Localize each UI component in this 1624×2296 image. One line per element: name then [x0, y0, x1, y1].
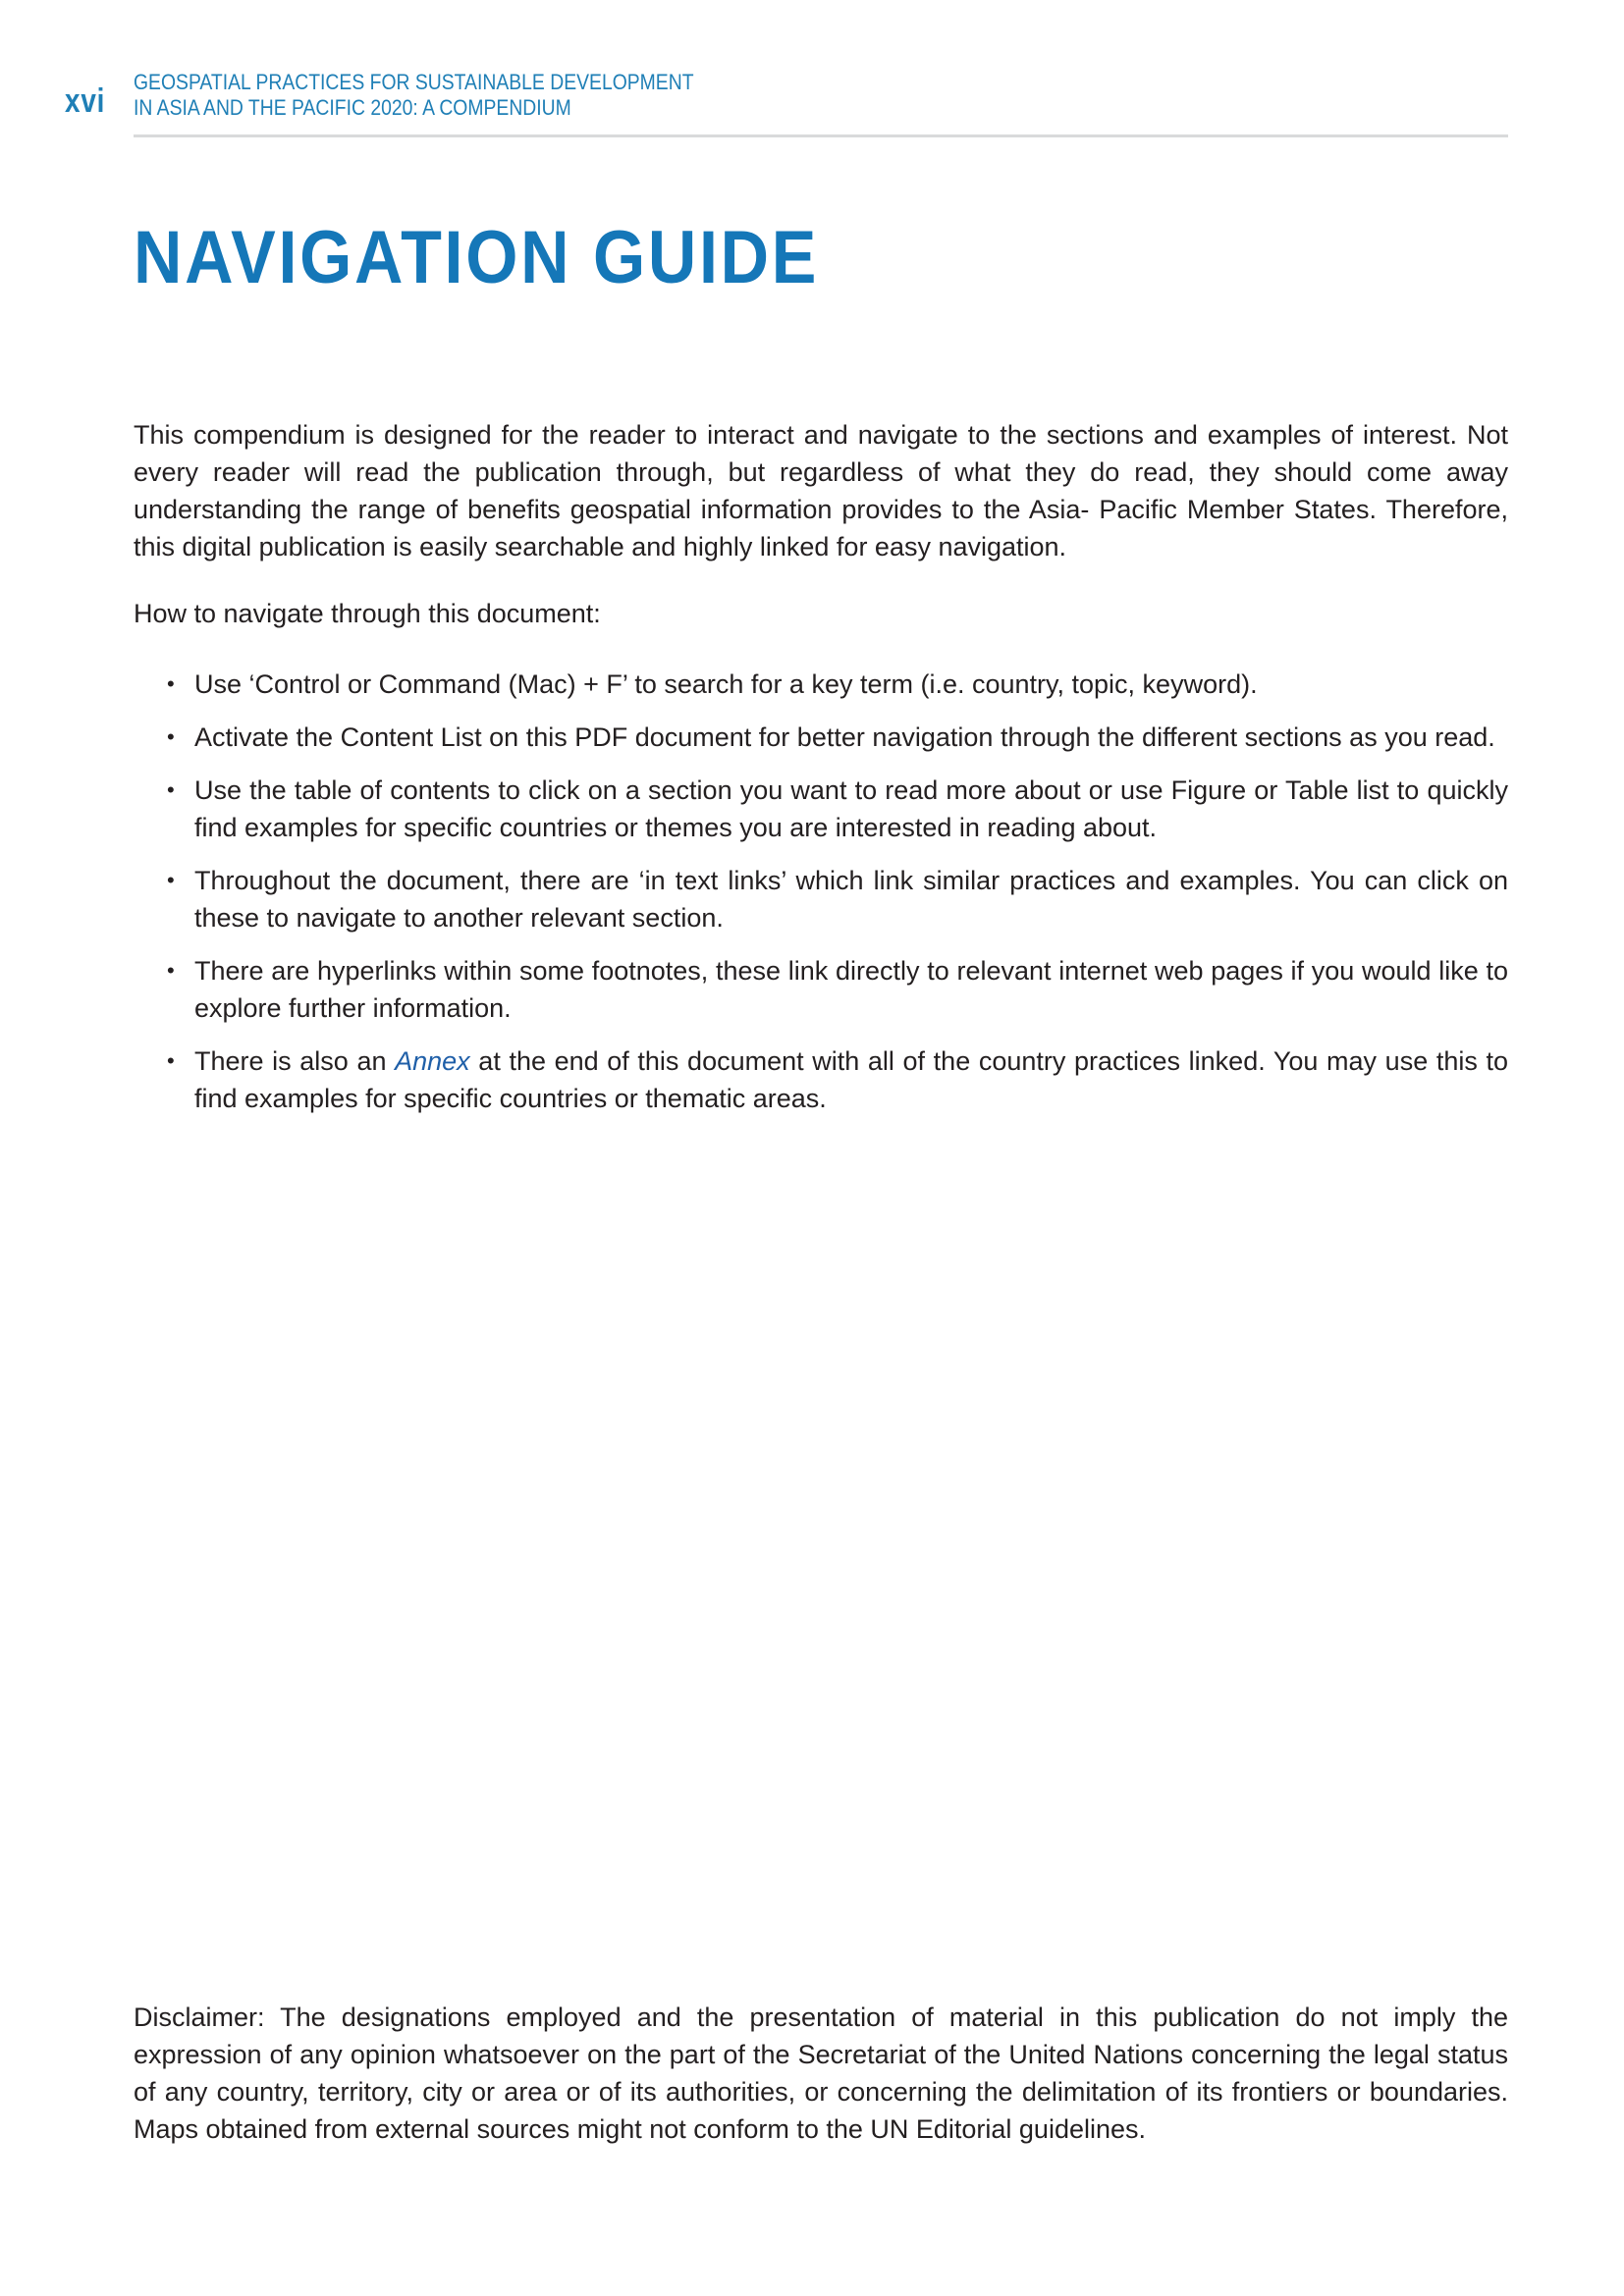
header-divider: [134, 134, 1508, 137]
list-item-text: Activate the Content List on this PDF document for better navigation through the different sections as you read.: [194, 722, 1495, 752]
bullet-icon: •: [167, 1048, 175, 1073]
running-title-line-1: GEOSPATIAL PRACTICES FOR SUSTAINABLE DEVELOPMENT: [134, 70, 694, 94]
annex-text-before: There is also an: [194, 1046, 396, 1076]
list-item: [134, 952, 1508, 1027]
howto-heading: How to navigate through this document:: [134, 599, 601, 628]
bullet-icon: •: [167, 868, 175, 892]
list-item: [134, 772, 1508, 846]
list-item-text: Use ‘Control or Command (Mac) + F’ to search for a key term (i.e. country, topic, keyword).: [194, 669, 1258, 699]
list-item: [134, 719, 1508, 756]
navigation-tips-list: [134, 666, 1508, 1133]
annex-text-after: at the end of this document with all of the country practices linked. You may use this to find examples for specific countries or thematic areas.: [194, 1046, 1508, 1113]
list-item-text: Use the table of contents to click on a section you want to read more about or use Figure or Table list to quickly find examples for specific countries or themes you are interested in reading about.: [194, 775, 1508, 842]
bullet-icon: •: [167, 671, 175, 696]
bullet-icon: •: [167, 724, 175, 749]
running-title-line-2: IN ASIA AND THE PACIFIC 2020: A COMPENDIUM: [134, 95, 571, 120]
page-header: [65, 67, 1508, 137]
bullet-icon: •: [167, 777, 175, 802]
disclaimer-paragraph: Disclaimer: The designations employed and the presentation of material in this publication do not imply the expression of any opinion whatsoever on the part of the Secretariat of the United Nations concerning the legal status of any country, territory, city or area or of its authorities, or concerning the delimitation of its frontiers or boundaries. Maps obtained from external sources might not conform to the UN Editorial guidelines.: [134, 2002, 1508, 2144]
intro-paragraph: This compendium is designed for the reader to interact and navigate to the sections and examples of interest. Not every reader will read the publication through, but regardless of what they do read, they should come away understanding the range of benefits geospatial information provides to the Asia- Pacific Member States. Therefore, this digital publication is easily searchable and highly linked for easy navigation.: [134, 420, 1508, 561]
annex-link[interactable]: Annex: [395, 1046, 470, 1076]
list-item-text: Throughout the document, there are ‘in text links’ which link similar practices and examples. You can click on these to navigate to another relevant section.: [194, 866, 1508, 933]
page-number: xvi: [65, 82, 106, 120]
list-item: [134, 862, 1508, 936]
list-item: [134, 666, 1508, 703]
running-title: [134, 70, 694, 121]
bullet-icon: •: [167, 958, 175, 983]
list-item: [134, 1042, 1508, 1117]
page-title: NAVIGATION GUIDE: [134, 216, 820, 299]
list-item-text: There are hyperlinks within some footnotes, these link directly to relevant internet web pages if you would like to explore further information.: [194, 956, 1508, 1023]
